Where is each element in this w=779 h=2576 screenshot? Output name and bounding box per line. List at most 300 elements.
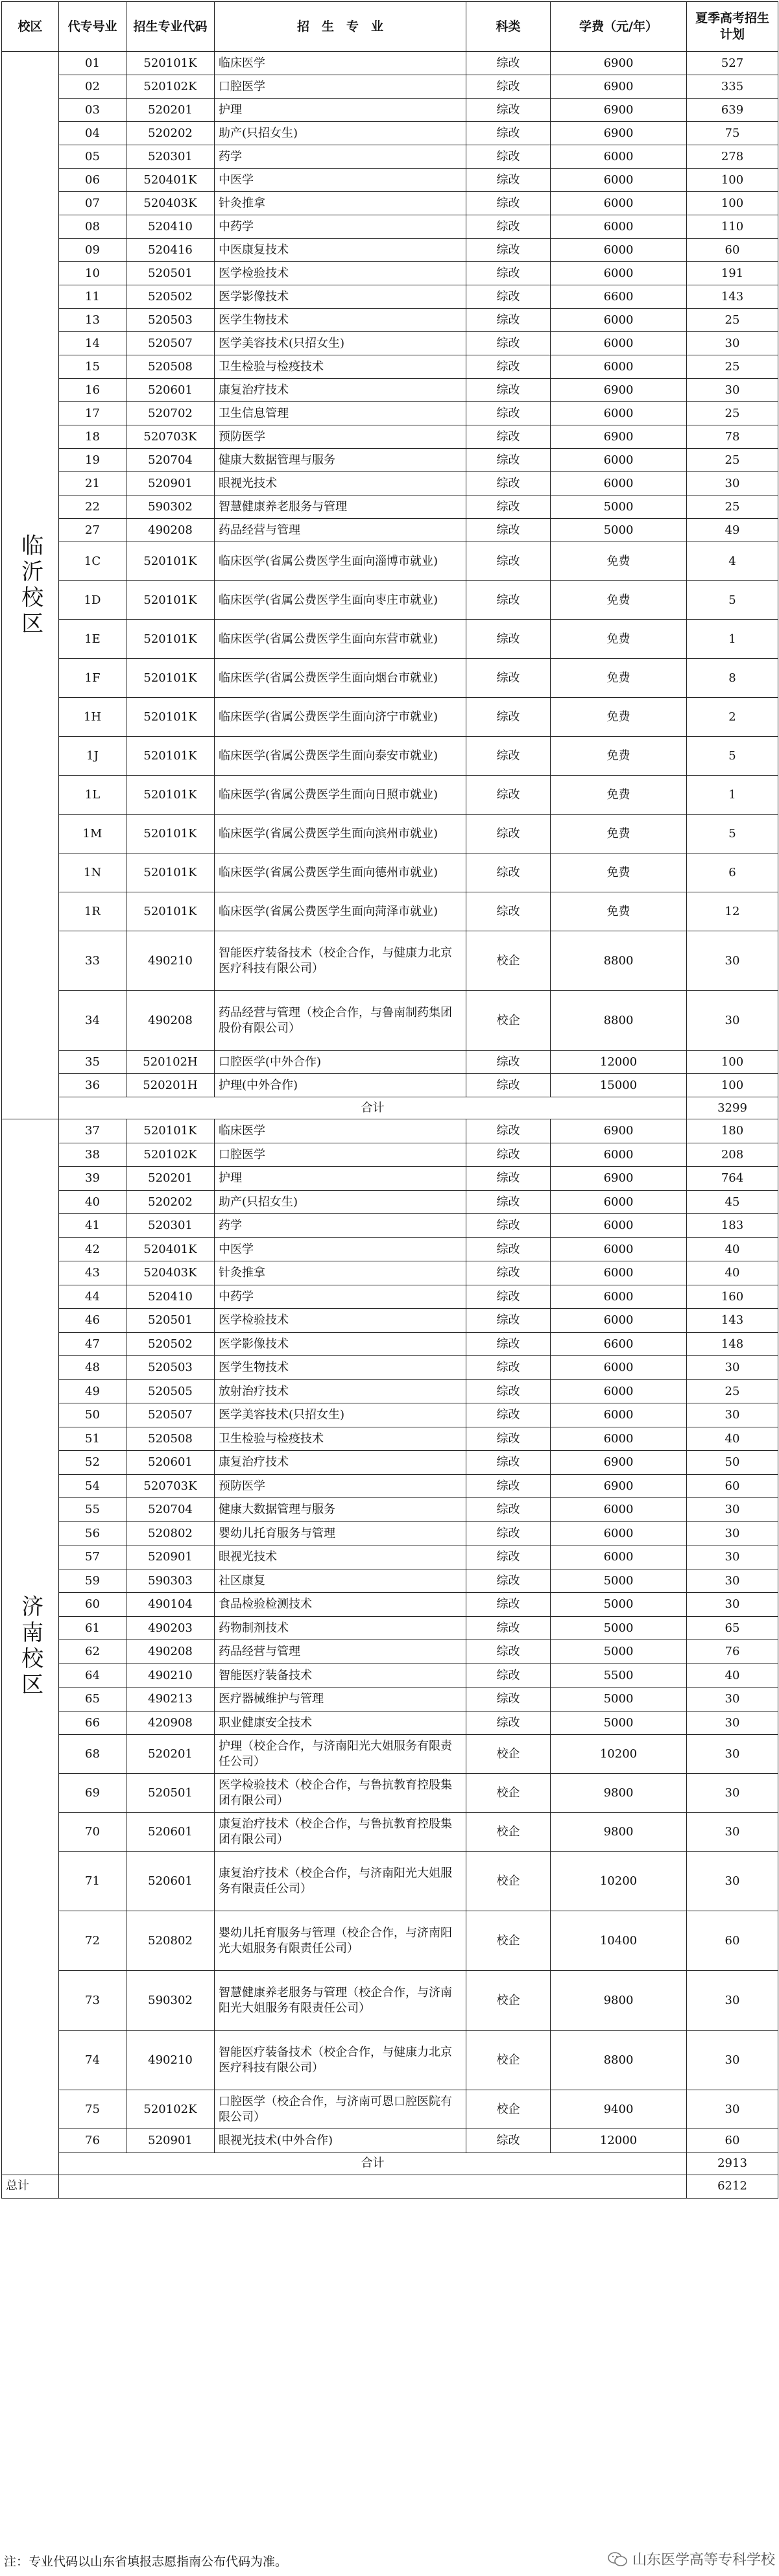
subtotal-row bbox=[2, 1097, 778, 1119]
major-cell: 医学生物技术 bbox=[215, 309, 466, 332]
plan-cell: 40 bbox=[687, 1664, 778, 1688]
major-cell: 助产(只招女生) bbox=[215, 122, 466, 145]
table-row bbox=[2, 145, 778, 169]
plan-cell: 30 bbox=[687, 1521, 778, 1545]
major-cell: 眼视光技术 bbox=[215, 472, 466, 495]
table-row bbox=[2, 1521, 778, 1545]
category-cell: 综改 bbox=[466, 1640, 551, 1664]
code-cell: 14 bbox=[59, 332, 126, 355]
major-cell: 康复治疗技术 bbox=[215, 1451, 466, 1475]
plan-cell: 75 bbox=[687, 122, 778, 145]
fee-cell: 10200 bbox=[551, 1852, 687, 1911]
plan-cell: 60 bbox=[687, 1474, 778, 1498]
plan-cell: 30 bbox=[687, 1498, 778, 1522]
account-watermark bbox=[608, 2549, 775, 2569]
category-cell: 综改 bbox=[466, 1261, 551, 1285]
fee-cell: 6900 bbox=[551, 99, 687, 122]
table-row bbox=[2, 1640, 778, 1664]
table-row bbox=[2, 192, 778, 215]
major-code-cell: 520102K bbox=[126, 75, 215, 99]
category-cell: 综改 bbox=[466, 192, 551, 215]
major-cell: 中药学 bbox=[215, 1285, 466, 1309]
major-cell: 婴幼儿托育服务与管理（校企合作，与济南阳光大姐服务有限责任公司） bbox=[215, 1911, 466, 1971]
fee-cell: 6000 bbox=[551, 1545, 687, 1569]
fee-cell: 6000 bbox=[551, 309, 687, 332]
major-cell: 临床医学(省属公费医学生面向济宁市就业) bbox=[215, 698, 466, 737]
fee-cell: 免费 bbox=[551, 776, 687, 815]
major-code-cell: 520703K bbox=[126, 425, 215, 449]
subtotal-value: 3299 bbox=[687, 1097, 778, 1119]
table-row bbox=[2, 332, 778, 355]
table-row bbox=[2, 1167, 778, 1191]
major-code-cell: 520704 bbox=[126, 449, 215, 472]
major-code-cell: 520416 bbox=[126, 239, 215, 262]
major-code-cell: 490213 bbox=[126, 1688, 215, 1711]
table-header-row bbox=[2, 2, 778, 52]
plan-cell: 5 bbox=[687, 581, 778, 620]
table-row bbox=[2, 239, 778, 262]
major-cell: 医学影像技术 bbox=[215, 1332, 466, 1356]
code-cell: 09 bbox=[59, 239, 126, 262]
category-cell: 综改 bbox=[466, 75, 551, 99]
major-code-cell: 590303 bbox=[126, 1569, 215, 1593]
plan-cell: 143 bbox=[687, 285, 778, 309]
plan-cell: 49 bbox=[687, 519, 778, 542]
fee-cell: 6900 bbox=[551, 425, 687, 449]
major-cell: 健康大数据管理与服务 bbox=[215, 1498, 466, 1522]
major-cell: 预防医学 bbox=[215, 1474, 466, 1498]
code-cell: 39 bbox=[59, 1167, 126, 1191]
code-cell: 70 bbox=[59, 1813, 126, 1852]
major-code-cell: 520301 bbox=[126, 1214, 215, 1238]
code-cell: 15 bbox=[59, 355, 126, 379]
plan-cell: 180 bbox=[687, 1119, 778, 1143]
code-cell: 07 bbox=[59, 192, 126, 215]
major-code-cell: 490208 bbox=[126, 991, 215, 1051]
header-code: 代专号业 bbox=[59, 2, 126, 52]
major-cell: 护理 bbox=[215, 1167, 466, 1191]
category-cell: 综改 bbox=[466, 1451, 551, 1475]
category-cell: 综改 bbox=[466, 1711, 551, 1735]
fee-cell: 6000 bbox=[551, 1379, 687, 1403]
major-code-cell: 520102H bbox=[126, 1051, 215, 1074]
table-row bbox=[2, 355, 778, 379]
fee-cell: 10200 bbox=[551, 1735, 687, 1774]
code-cell: 1C bbox=[59, 542, 126, 581]
code-cell: 35 bbox=[59, 1051, 126, 1074]
category-cell: 综改 bbox=[466, 1688, 551, 1711]
category-cell: 综改 bbox=[466, 1616, 551, 1640]
major-cell: 临床医学 bbox=[215, 1119, 466, 1143]
fee-cell: 5000 bbox=[551, 1640, 687, 1664]
major-code-cell: 520101K bbox=[126, 542, 215, 581]
major-code-cell: 520802 bbox=[126, 1521, 215, 1545]
plan-cell: 30 bbox=[687, 2090, 778, 2129]
table-row bbox=[2, 1474, 778, 1498]
table-body bbox=[2, 52, 778, 2199]
major-code-cell: 520507 bbox=[126, 332, 215, 355]
code-cell: 38 bbox=[59, 1143, 126, 1167]
plan-cell: 25 bbox=[687, 402, 778, 425]
code-cell: 54 bbox=[59, 1474, 126, 1498]
major-code-cell: 490208 bbox=[126, 1640, 215, 1664]
table-row bbox=[2, 472, 778, 495]
code-cell: 47 bbox=[59, 1332, 126, 1356]
code-cell: 55 bbox=[59, 1498, 126, 1522]
category-cell: 综改 bbox=[466, 1664, 551, 1688]
code-cell: 46 bbox=[59, 1309, 126, 1333]
plan-cell: 2 bbox=[687, 698, 778, 737]
major-code-cell: 520201H bbox=[126, 1074, 215, 1097]
major-code-cell: 590302 bbox=[126, 495, 215, 519]
code-cell: 68 bbox=[59, 1735, 126, 1774]
fee-cell: 免费 bbox=[551, 659, 687, 698]
plan-cell: 30 bbox=[687, 332, 778, 355]
category-cell: 综改 bbox=[466, 1237, 551, 1261]
plan-cell: 30 bbox=[687, 1774, 778, 1813]
code-cell: 03 bbox=[59, 99, 126, 122]
table-row bbox=[2, 1309, 778, 1333]
table-row bbox=[2, 1237, 778, 1261]
fee-cell: 8800 bbox=[551, 2031, 687, 2090]
major-cell: 眼视光技术(中外合作) bbox=[215, 2129, 466, 2153]
major-code-cell: 520507 bbox=[126, 1403, 215, 1427]
campus-cell: 济南校区 bbox=[2, 1119, 59, 2175]
major-cell: 中药学 bbox=[215, 215, 466, 239]
table-row bbox=[2, 698, 778, 737]
fee-cell: 免费 bbox=[551, 698, 687, 737]
plan-cell: 527 bbox=[687, 52, 778, 75]
category-cell: 校企 bbox=[466, 1774, 551, 1813]
fee-cell: 5000 bbox=[551, 495, 687, 519]
fee-cell: 8800 bbox=[551, 931, 687, 991]
major-code-cell: 520202 bbox=[126, 1190, 215, 1214]
table-row bbox=[2, 542, 778, 581]
category-cell: 综改 bbox=[466, 52, 551, 75]
category-cell: 综改 bbox=[466, 449, 551, 472]
major-code-cell: 520601 bbox=[126, 1813, 215, 1852]
category-cell: 综改 bbox=[466, 1474, 551, 1498]
code-cell: 36 bbox=[59, 1074, 126, 1097]
code-cell: 1L bbox=[59, 776, 126, 815]
header-major: 招 生 专 业 bbox=[215, 2, 466, 52]
fee-cell: 5000 bbox=[551, 1616, 687, 1640]
table-row bbox=[2, 1852, 778, 1911]
major-code-cell: 520901 bbox=[126, 1545, 215, 1569]
fee-cell: 10400 bbox=[551, 1911, 687, 1971]
major-code-cell: 520403K bbox=[126, 1261, 215, 1285]
fee-cell: 5500 bbox=[551, 1664, 687, 1688]
major-code-cell: 520101K bbox=[126, 815, 215, 853]
major-code-cell: 520101K bbox=[126, 776, 215, 815]
fee-cell: 免费 bbox=[551, 542, 687, 581]
category-cell: 综改 bbox=[466, 122, 551, 145]
major-cell: 医学检验技术 bbox=[215, 1309, 466, 1333]
fee-cell: 5000 bbox=[551, 519, 687, 542]
table-row bbox=[2, 1774, 778, 1813]
major-cell: 临床医学 bbox=[215, 52, 466, 75]
code-cell: 61 bbox=[59, 1616, 126, 1640]
plan-cell: 30 bbox=[687, 1545, 778, 1569]
major-code-cell: 520410 bbox=[126, 1285, 215, 1309]
campus-cell: 临沂校区 bbox=[2, 52, 59, 1119]
code-cell: 73 bbox=[59, 1971, 126, 2031]
code-cell: 34 bbox=[59, 991, 126, 1051]
code-cell: 1N bbox=[59, 853, 126, 892]
plan-cell: 65 bbox=[687, 1616, 778, 1640]
subtotal-label: 合计 bbox=[59, 1097, 687, 1119]
table-row bbox=[2, 1051, 778, 1074]
plan-cell: 60 bbox=[687, 2129, 778, 2153]
category-cell: 综改 bbox=[466, 737, 551, 776]
code-cell: 1H bbox=[59, 698, 126, 737]
major-cell: 药品经营与管理 bbox=[215, 1640, 466, 1664]
fee-cell: 6000 bbox=[551, 1309, 687, 1333]
code-cell: 10 bbox=[59, 262, 126, 285]
category-cell: 综改 bbox=[466, 542, 551, 581]
code-cell: 71 bbox=[59, 1852, 126, 1911]
plan-cell: 191 bbox=[687, 262, 778, 285]
table-row bbox=[2, 1261, 778, 1285]
major-cell: 健康大数据管理与服务 bbox=[215, 449, 466, 472]
major-code-cell: 520102K bbox=[126, 2090, 215, 2129]
major-code-cell: 520102K bbox=[126, 1143, 215, 1167]
table-row bbox=[2, 1403, 778, 1427]
table-row bbox=[2, 1711, 778, 1735]
major-code-cell: 520101K bbox=[126, 892, 215, 931]
fee-cell: 6000 bbox=[551, 145, 687, 169]
major-cell: 临床医学(省属公费医学生面向烟台市就业) bbox=[215, 659, 466, 698]
plan-cell: 335 bbox=[687, 75, 778, 99]
major-code-cell: 520601 bbox=[126, 1451, 215, 1475]
plan-cell: 1 bbox=[687, 620, 778, 659]
category-cell: 综改 bbox=[466, 355, 551, 379]
plan-cell: 25 bbox=[687, 309, 778, 332]
major-cell: 口腔医学(中外合作) bbox=[215, 1051, 466, 1074]
fee-cell: 6000 bbox=[551, 1143, 687, 1167]
major-cell: 康复治疗技术 bbox=[215, 379, 466, 402]
table-row bbox=[2, 1498, 778, 1522]
code-cell: 72 bbox=[59, 1911, 126, 1971]
code-cell: 06 bbox=[59, 169, 126, 192]
major-cell: 医学影像技术 bbox=[215, 285, 466, 309]
category-cell: 综改 bbox=[466, 1119, 551, 1143]
major-code-cell: 520201 bbox=[126, 1167, 215, 1191]
category-cell: 综改 bbox=[466, 1074, 551, 1097]
code-cell: 27 bbox=[59, 519, 126, 542]
plan-cell: 25 bbox=[687, 449, 778, 472]
major-cell: 助产(只招女生) bbox=[215, 1190, 466, 1214]
table-row bbox=[2, 495, 778, 519]
table-row bbox=[2, 379, 778, 402]
table-row bbox=[2, 1593, 778, 1617]
code-cell: 40 bbox=[59, 1190, 126, 1214]
plan-cell: 60 bbox=[687, 1911, 778, 1971]
grand-total-blank bbox=[59, 2175, 687, 2198]
major-cell: 口腔医学 bbox=[215, 1143, 466, 1167]
major-cell: 职业健康安全技术 bbox=[215, 1711, 466, 1735]
major-cell: 针灸推拿 bbox=[215, 1261, 466, 1285]
major-code-cell: 520802 bbox=[126, 1911, 215, 1971]
code-cell: 74 bbox=[59, 2031, 126, 2090]
major-code-cell: 520201 bbox=[126, 99, 215, 122]
plan-cell: 30 bbox=[687, 1356, 778, 1380]
plan-cell: 30 bbox=[687, 931, 778, 991]
code-cell: 43 bbox=[59, 1261, 126, 1285]
table-row bbox=[2, 309, 778, 332]
major-code-cell: 520301 bbox=[126, 145, 215, 169]
category-cell: 综改 bbox=[466, 1051, 551, 1074]
category-cell: 综改 bbox=[466, 145, 551, 169]
code-cell: 65 bbox=[59, 1688, 126, 1711]
table-row bbox=[2, 99, 778, 122]
category-cell: 综改 bbox=[466, 1403, 551, 1427]
code-cell: 57 bbox=[59, 1545, 126, 1569]
plan-cell: 160 bbox=[687, 1285, 778, 1309]
major-cell: 智能医疗装备技术（校企合作，与健康力北京医疗科技有限公司） bbox=[215, 2031, 466, 2090]
major-code-cell: 490104 bbox=[126, 1593, 215, 1617]
fee-cell: 6000 bbox=[551, 1237, 687, 1261]
major-cell: 临床医学(省属公费医学生面向淄博市就业) bbox=[215, 542, 466, 581]
category-cell: 综改 bbox=[466, 262, 551, 285]
plan-cell: 5 bbox=[687, 737, 778, 776]
fee-cell: 12000 bbox=[551, 1051, 687, 1074]
table-row bbox=[2, 1119, 778, 1143]
plan-cell: 45 bbox=[687, 1190, 778, 1214]
major-code-cell: 520703K bbox=[126, 1474, 215, 1498]
code-cell: 1E bbox=[59, 620, 126, 659]
table-row bbox=[2, 1813, 778, 1852]
major-cell: 临床医学(省属公费医学生面向滨州市就业) bbox=[215, 815, 466, 853]
fee-cell: 6000 bbox=[551, 1498, 687, 1522]
major-code-cell: 490210 bbox=[126, 2031, 215, 2090]
plan-cell: 183 bbox=[687, 1214, 778, 1238]
major-code-cell: 520101K bbox=[126, 581, 215, 620]
plan-cell: 208 bbox=[687, 1143, 778, 1167]
plan-cell: 110 bbox=[687, 215, 778, 239]
table-row bbox=[2, 892, 778, 931]
plan-cell: 100 bbox=[687, 169, 778, 192]
major-cell: 康复治疗技术（校企合作，与济南阳光大姐服务有限责任公司） bbox=[215, 1852, 466, 1911]
category-cell: 综改 bbox=[466, 2129, 551, 2153]
fee-cell: 免费 bbox=[551, 581, 687, 620]
code-cell: 44 bbox=[59, 1285, 126, 1309]
category-cell: 综改 bbox=[466, 99, 551, 122]
major-cell: 食品检验检测技术 bbox=[215, 1593, 466, 1617]
code-cell: 16 bbox=[59, 379, 126, 402]
fee-cell: 6000 bbox=[551, 192, 687, 215]
major-cell: 智能医疗装备技术（校企合作，与健康力北京医疗科技有限公司） bbox=[215, 931, 466, 991]
plan-cell: 30 bbox=[687, 2031, 778, 2090]
fee-cell: 6900 bbox=[551, 122, 687, 145]
major-code-cell: 420908 bbox=[126, 1711, 215, 1735]
category-cell: 校企 bbox=[466, 1813, 551, 1852]
fee-cell: 免费 bbox=[551, 737, 687, 776]
table-row bbox=[2, 1971, 778, 2031]
plan-cell: 1 bbox=[687, 776, 778, 815]
fee-cell: 6000 bbox=[551, 215, 687, 239]
major-cell: 临床医学(省属公费医学生面向枣庄市就业) bbox=[215, 581, 466, 620]
grand-total-label: 总计 bbox=[2, 2175, 59, 2198]
fee-cell: 免费 bbox=[551, 620, 687, 659]
fee-cell: 6000 bbox=[551, 1285, 687, 1309]
header-fee: 学费（元/年） bbox=[551, 2, 687, 52]
category-cell: 综改 bbox=[466, 1427, 551, 1451]
category-cell: 校企 bbox=[466, 2031, 551, 2090]
plan-cell: 40 bbox=[687, 1427, 778, 1451]
fee-cell: 6900 bbox=[551, 1167, 687, 1191]
major-code-cell: 520201 bbox=[126, 1735, 215, 1774]
major-code-cell: 520601 bbox=[126, 1852, 215, 1911]
code-cell: 17 bbox=[59, 402, 126, 425]
major-code-cell: 520101K bbox=[126, 853, 215, 892]
major-code-cell: 520502 bbox=[126, 1332, 215, 1356]
plan-cell: 78 bbox=[687, 425, 778, 449]
plan-cell: 25 bbox=[687, 495, 778, 519]
plan-cell: 40 bbox=[687, 1261, 778, 1285]
code-cell: 1J bbox=[59, 737, 126, 776]
category-cell: 综改 bbox=[466, 285, 551, 309]
category-cell: 校企 bbox=[466, 991, 551, 1051]
major-code-cell: 520101K bbox=[126, 1119, 215, 1143]
major-code-cell: 520401K bbox=[126, 1237, 215, 1261]
category-cell: 校企 bbox=[466, 1852, 551, 1911]
plan-cell: 148 bbox=[687, 1332, 778, 1356]
category-cell: 综改 bbox=[466, 853, 551, 892]
major-code-cell: 520704 bbox=[126, 1498, 215, 1522]
category-cell: 综改 bbox=[466, 776, 551, 815]
category-cell: 综改 bbox=[466, 309, 551, 332]
major-cell: 社区康复 bbox=[215, 1569, 466, 1593]
major-cell: 医学美容技术(只招女生) bbox=[215, 1403, 466, 1427]
category-cell: 校企 bbox=[466, 1971, 551, 2031]
major-cell: 放射治疗技术 bbox=[215, 1379, 466, 1403]
plan-cell: 4 bbox=[687, 542, 778, 581]
major-cell: 预防医学 bbox=[215, 425, 466, 449]
category-cell: 综改 bbox=[466, 1498, 551, 1522]
code-cell: 02 bbox=[59, 75, 126, 99]
table-row bbox=[2, 1688, 778, 1711]
fee-cell: 5000 bbox=[551, 1593, 687, 1617]
category-cell: 综改 bbox=[466, 1569, 551, 1593]
table-row bbox=[2, 262, 778, 285]
major-code-cell: 520901 bbox=[126, 472, 215, 495]
plan-cell: 30 bbox=[687, 1852, 778, 1911]
category-cell: 综改 bbox=[466, 1545, 551, 1569]
plan-cell: 25 bbox=[687, 1379, 778, 1403]
code-cell: 60 bbox=[59, 1593, 126, 1617]
category-cell: 综改 bbox=[466, 472, 551, 495]
major-code-cell: 520505 bbox=[126, 1379, 215, 1403]
major-cell: 中医学 bbox=[215, 169, 466, 192]
plan-cell: 12 bbox=[687, 892, 778, 931]
code-cell: 1M bbox=[59, 815, 126, 853]
code-cell: 56 bbox=[59, 1521, 126, 1545]
major-cell: 康复治疗技术（校企合作，与鲁抗教育控股集团有限公司） bbox=[215, 1813, 466, 1852]
fee-cell: 6000 bbox=[551, 1190, 687, 1214]
major-cell: 中医康复技术 bbox=[215, 239, 466, 262]
fee-cell: 6000 bbox=[551, 169, 687, 192]
plan-cell: 5 bbox=[687, 815, 778, 853]
category-cell: 综改 bbox=[466, 239, 551, 262]
category-cell: 综改 bbox=[466, 1309, 551, 1333]
major-cell: 医学检验技术（校企合作，与鲁抗教育控股集团有限公司） bbox=[215, 1774, 466, 1813]
code-cell: 41 bbox=[59, 1214, 126, 1238]
major-cell: 医学检验技术 bbox=[215, 262, 466, 285]
fee-cell: 6600 bbox=[551, 285, 687, 309]
code-cell: 49 bbox=[59, 1379, 126, 1403]
table-row bbox=[2, 853, 778, 892]
